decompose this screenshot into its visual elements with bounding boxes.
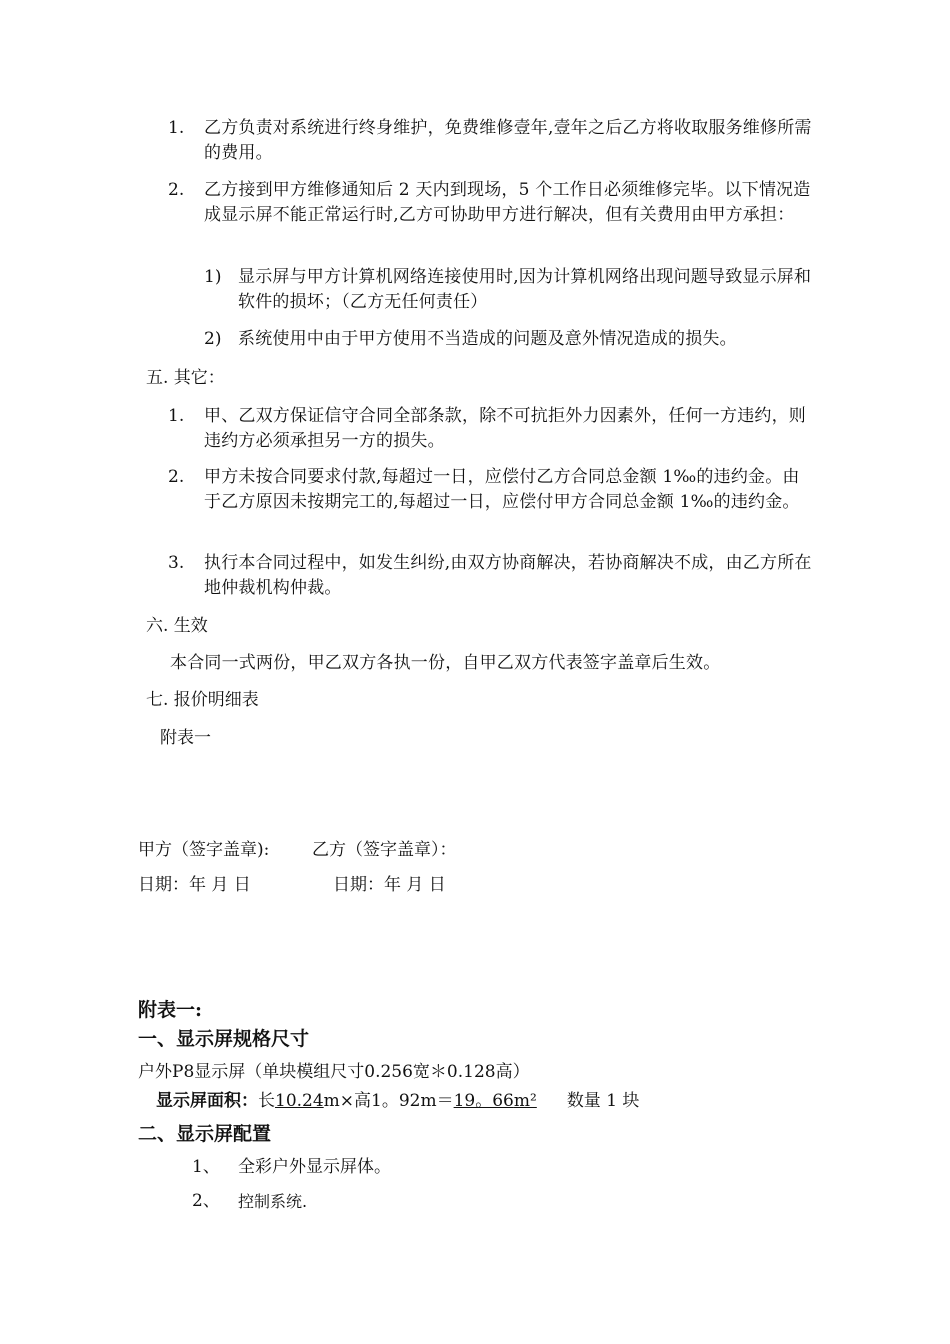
- area-line: [156, 1089, 639, 1114]
- other-item-1: 甲、乙双方保证信守合同全部条款，除不可抗拒外力因素外，任何一方违约，则违约方必须承担另一方的损失。: [204, 406, 806, 451]
- maintenance-item-1: 乙方负责对系统进行终身维护，免费维修壹年,壹年之后乙方将收取服务维修所需的费用。: [204, 118, 812, 163]
- area-total-value: 19。66: [453, 1091, 514, 1111]
- party-b-signature: 乙方（签字盖章）：: [312, 840, 457, 860]
- area-length-value: 10.24: [275, 1091, 324, 1111]
- appendix-title: 附表一:: [138, 999, 203, 1021]
- area-length-prefix: 长: [258, 1091, 275, 1111]
- effect-text: 本合同一式两份，甲乙双方各执一份，自甲乙双方代表签字盖章后生效。: [170, 653, 721, 673]
- section-heading: 七. 报价明细表: [146, 690, 259, 710]
- list-number: 2): [204, 329, 222, 349]
- spec-heading: 一、显示屏规格尺寸: [138, 1028, 310, 1050]
- list-number: 1): [204, 267, 222, 287]
- spec-line: 户外P8显示屏（单块模组尺寸0.256宽＊0.128高）: [138, 1062, 530, 1082]
- party-b-date: 日期：年 月 日: [333, 875, 446, 895]
- section-heading: 五. 其它：: [146, 368, 225, 388]
- list-number: 1.: [168, 406, 185, 426]
- party-a-date: 日期：年 月 日: [138, 875, 251, 895]
- attachment-reference: 附表一: [160, 728, 211, 748]
- maintenance-item-2: 乙方接到甲方维修通知后 2 天内到现场，5 个工作日必须维修完毕。以下情况造成显示屏不能正常运行时,乙方可协助甲方进行解决，但有关费用由甲方承担：: [204, 180, 811, 225]
- list-number: 2、: [192, 1191, 220, 1211]
- config-item-1: 全彩户外显示屏体。: [238, 1157, 391, 1177]
- maintenance-subitem-2: 系统使用中由于甲方使用不当造成的问题及意外情况造成的损失。: [238, 329, 737, 349]
- area-middle: m×高1。92m＝: [323, 1091, 454, 1111]
- list-number: 2.: [168, 180, 185, 200]
- list-number: 1.: [168, 118, 185, 138]
- area-label: 显示屏面积：: [156, 1091, 258, 1111]
- other-item-2: 甲方未按合同要求付款,每超过一日，应偿付乙方合同总金额 1‰的违约金。由于乙方原因未按期完工的,每超过一日，应偿付甲方合同总金额 1‰的违约金。: [204, 467, 800, 512]
- party-a-signature: 甲方（签字盖章):: [138, 840, 270, 860]
- list-number: 3.: [168, 553, 185, 573]
- section-heading: 六. 生效: [146, 616, 208, 636]
- area-unit: m²: [513, 1091, 537, 1111]
- config-heading: 二、显示屏配置: [138, 1123, 272, 1145]
- config-item-2: 控制系统.: [238, 1192, 308, 1211]
- quantity: 数量 1 块: [566, 1091, 640, 1111]
- list-number: 1、: [192, 1157, 220, 1177]
- other-item-3: 执行本合同过程中，如发生纠纷,由双方协商解决，若协商解决不成，由乙方所在地仲裁机构仲裁。: [204, 553, 812, 598]
- maintenance-subitem-1: 显示屏与甲方计算机网络连接使用时,因为计算机网络出现问题导致显示屏和软件的损坏；（乙方无任何责任）: [238, 267, 812, 312]
- list-number: 2.: [168, 467, 185, 487]
